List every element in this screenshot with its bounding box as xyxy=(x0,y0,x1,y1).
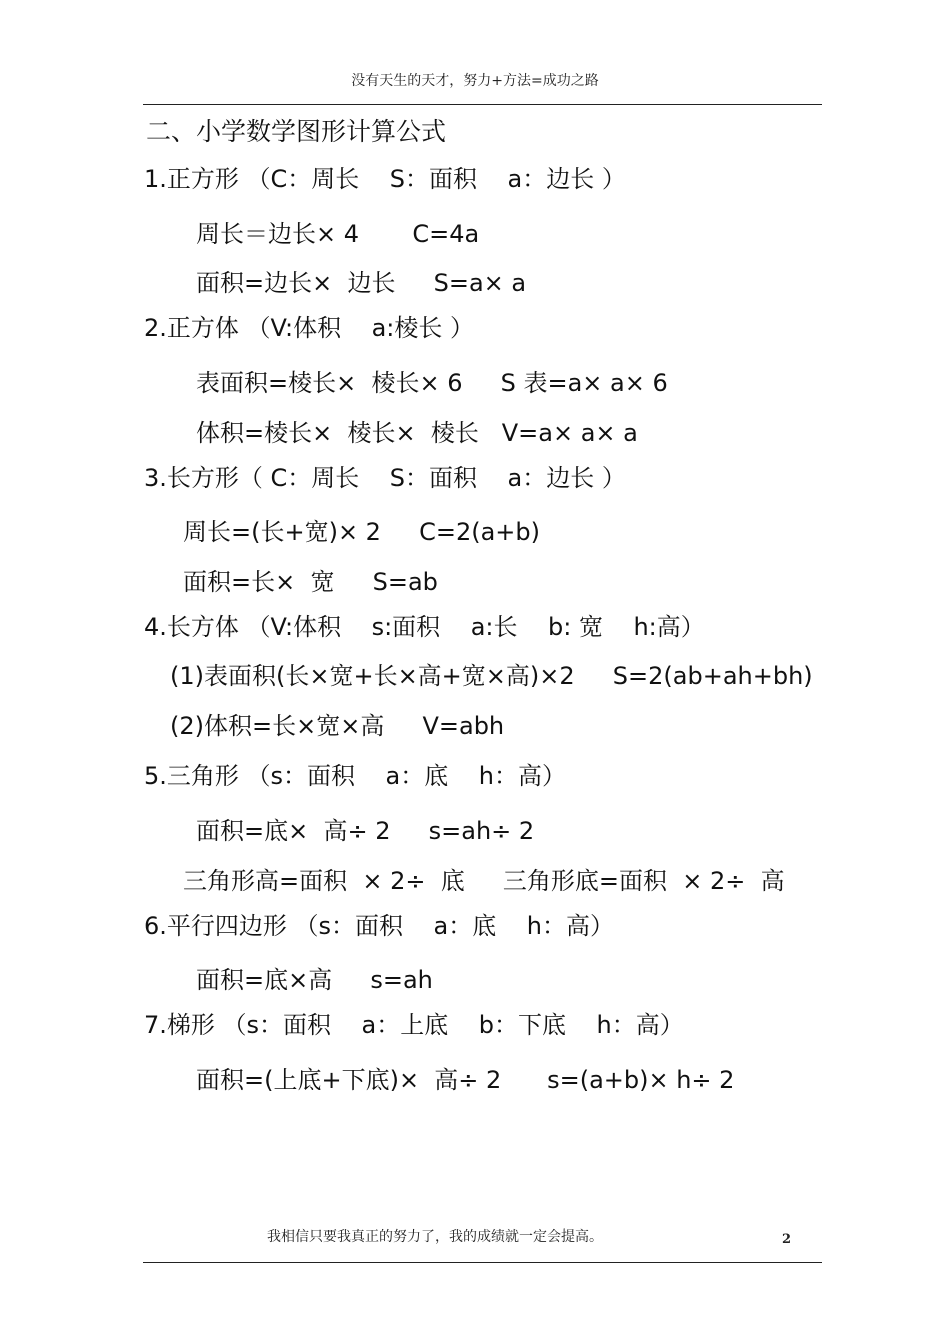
triangle-area-formula: 面积=底× 高÷ 2 s=ah÷ 2 xyxy=(196,817,535,845)
trapezoid-heading: 7.梯形 （s：面积 a：上底 b：下底 h：高） xyxy=(144,1011,684,1039)
cube-surface-formula: 表面积=棱长× 棱长× 6 S 表=a× a× 6 xyxy=(196,369,668,397)
cuboid-heading: 4.长方体 （V:体积 s:面积 a:长 b: 宽 h:高） xyxy=(144,613,705,641)
footer-divider xyxy=(143,1262,822,1263)
cuboid-volume-formula: (2)体积=长×宽×高 V=abh xyxy=(170,712,505,740)
rectangle-area-formula: 面积=长× 宽 S=ab xyxy=(183,568,438,596)
cube-heading: 2.正方体 （V:体积 a:棱长 ） xyxy=(144,314,475,342)
trapezoid-area-formula: 面积=(上底+下底)× 高÷ 2 s=(a+b)× h÷ 2 xyxy=(196,1066,735,1094)
header-motto: 没有天生的天才，努力+方法=成功之路 xyxy=(351,73,599,89)
section-title: 二、小学数学图形计算公式 xyxy=(146,117,447,146)
square-area-formula: 面积=边长× 边长 S=a× a xyxy=(196,269,527,297)
square-perimeter-formula: 周长＝边长× 4 C=4a xyxy=(196,220,480,248)
triangle-heading: 5.三角形 （s：面积 a：底 h：高） xyxy=(144,762,566,790)
page-number: 2 xyxy=(782,1232,792,1247)
square-heading: 1.正方形 （C：周长 S：面积 a：边长 ） xyxy=(144,165,626,193)
cube-volume-formula: 体积=棱长× 棱长× 棱长 V=a× a× a xyxy=(196,419,638,447)
header-divider xyxy=(143,104,822,105)
parallelogram-heading: 6.平行四边形 （s：面积 a：底 h：高） xyxy=(144,912,614,940)
rectangle-heading: 3.长方形（ C：周长 S：面积 a：边长 ） xyxy=(144,464,626,492)
cuboid-surface-formula: (1)表面积(长×宽+长×高+宽×高)×2 S=2(ab+ah+bh) xyxy=(170,662,813,690)
footer-slogan: 我相信只要我真正的努力了，我的成绩就一定会提高。 xyxy=(267,1229,603,1245)
parallelogram-area-formula: 面积=底×高 s=ah xyxy=(196,966,433,994)
triangle-height-base-formula: 三角形高=面积 × 2÷ 底 三角形底=面积 × 2÷ 高 xyxy=(183,867,785,895)
rectangle-perimeter-formula: 周长=(长+宽)× 2 C=2(a+b) xyxy=(183,518,541,546)
